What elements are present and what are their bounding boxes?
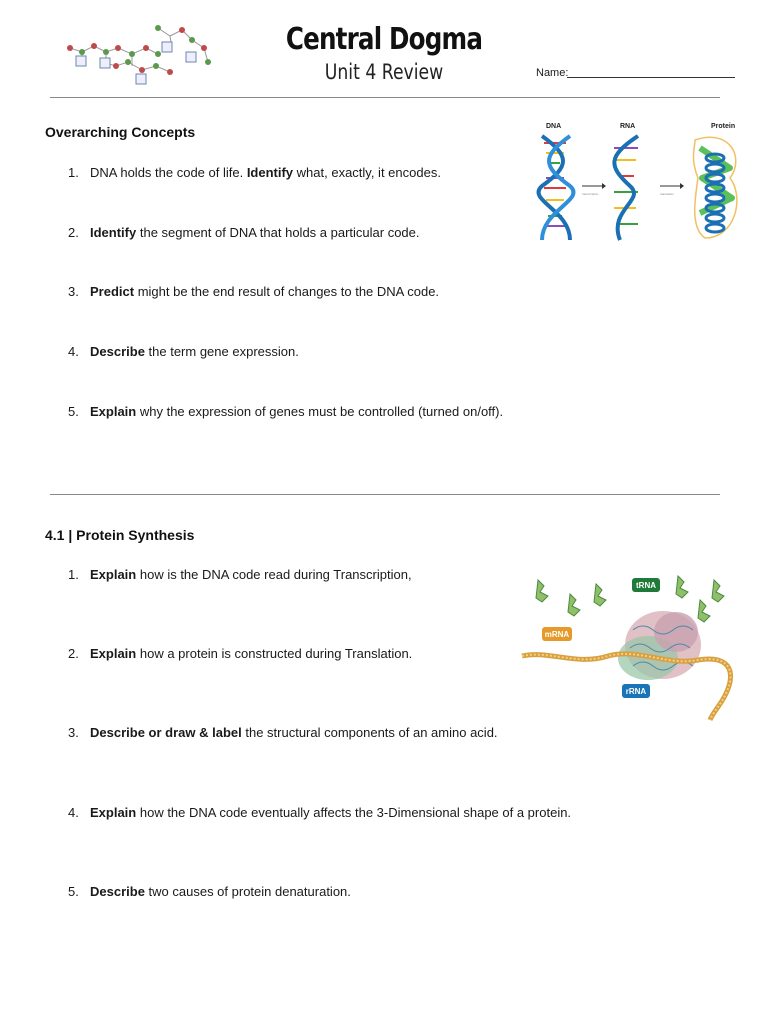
rrna-tag xyxy=(622,684,650,698)
question-1-1: 1. DNA holds the code of life. Identify what, exactly, it encodes. xyxy=(68,165,441,180)
ribosome-figure xyxy=(518,570,740,725)
question-1-3: 3. Predict might be the end result of changes to the DNA code. xyxy=(68,284,440,299)
page-subtitle: Unit 4 Review xyxy=(324,60,444,84)
question-2-3: 3. Describe or draw & label the structural components of an amino acid. xyxy=(68,725,498,740)
rna-strand-icon xyxy=(614,136,638,240)
divider xyxy=(50,97,720,98)
mrna-tag xyxy=(542,627,572,641)
question-2-4: 4. Explain how the DNA code eventually affects the 3-Dimensional shape of a protein. xyxy=(68,805,572,820)
question-1-2: 2. Identify the segment of DNA that holds a particular code. xyxy=(68,225,420,240)
svg-text:translation: translation xyxy=(660,192,674,196)
figure-label-protein: Protein xyxy=(711,123,736,130)
svg-text:transcription: transcription xyxy=(582,192,599,196)
central-dogma-figure xyxy=(530,118,745,248)
question-2-1: 1. Explain how is the DNA code read during Transcription, xyxy=(68,567,412,582)
name-field[interactable] xyxy=(567,77,735,78)
svg-text:mRNA: mRNA xyxy=(544,630,570,639)
page-title: Central Dogma xyxy=(285,22,483,57)
protein-structure-icon xyxy=(693,137,736,238)
divider xyxy=(50,494,720,495)
section-heading-protein-synthesis: 4.1 | Protein Synthesis xyxy=(45,527,195,543)
name-label: Name: xyxy=(536,67,569,79)
figure-label-dna: DNA xyxy=(546,123,562,130)
section-heading-overarching: Overarching Concepts xyxy=(45,124,196,140)
question-1-5: 5. Explain why the expression of genes must be controlled (turned on/off). xyxy=(68,404,504,419)
trna-tag xyxy=(632,578,660,592)
svg-text:tRNA: tRNA xyxy=(636,581,656,590)
question-1-4: 4. Describe the term gene expression. xyxy=(68,344,299,359)
ribosome-icon xyxy=(618,611,701,680)
svg-text:rRNA: rRNA xyxy=(625,687,647,696)
trna-molecules-icon xyxy=(536,576,724,622)
figure-label-rna: RNA xyxy=(620,123,636,130)
dna-helix-icon xyxy=(538,136,573,240)
question-2-2: 2. Explain how a protein is constructed during Translation. xyxy=(68,646,413,661)
question-2-5: 5. Describe two causes of protein denaturation. xyxy=(68,884,351,899)
